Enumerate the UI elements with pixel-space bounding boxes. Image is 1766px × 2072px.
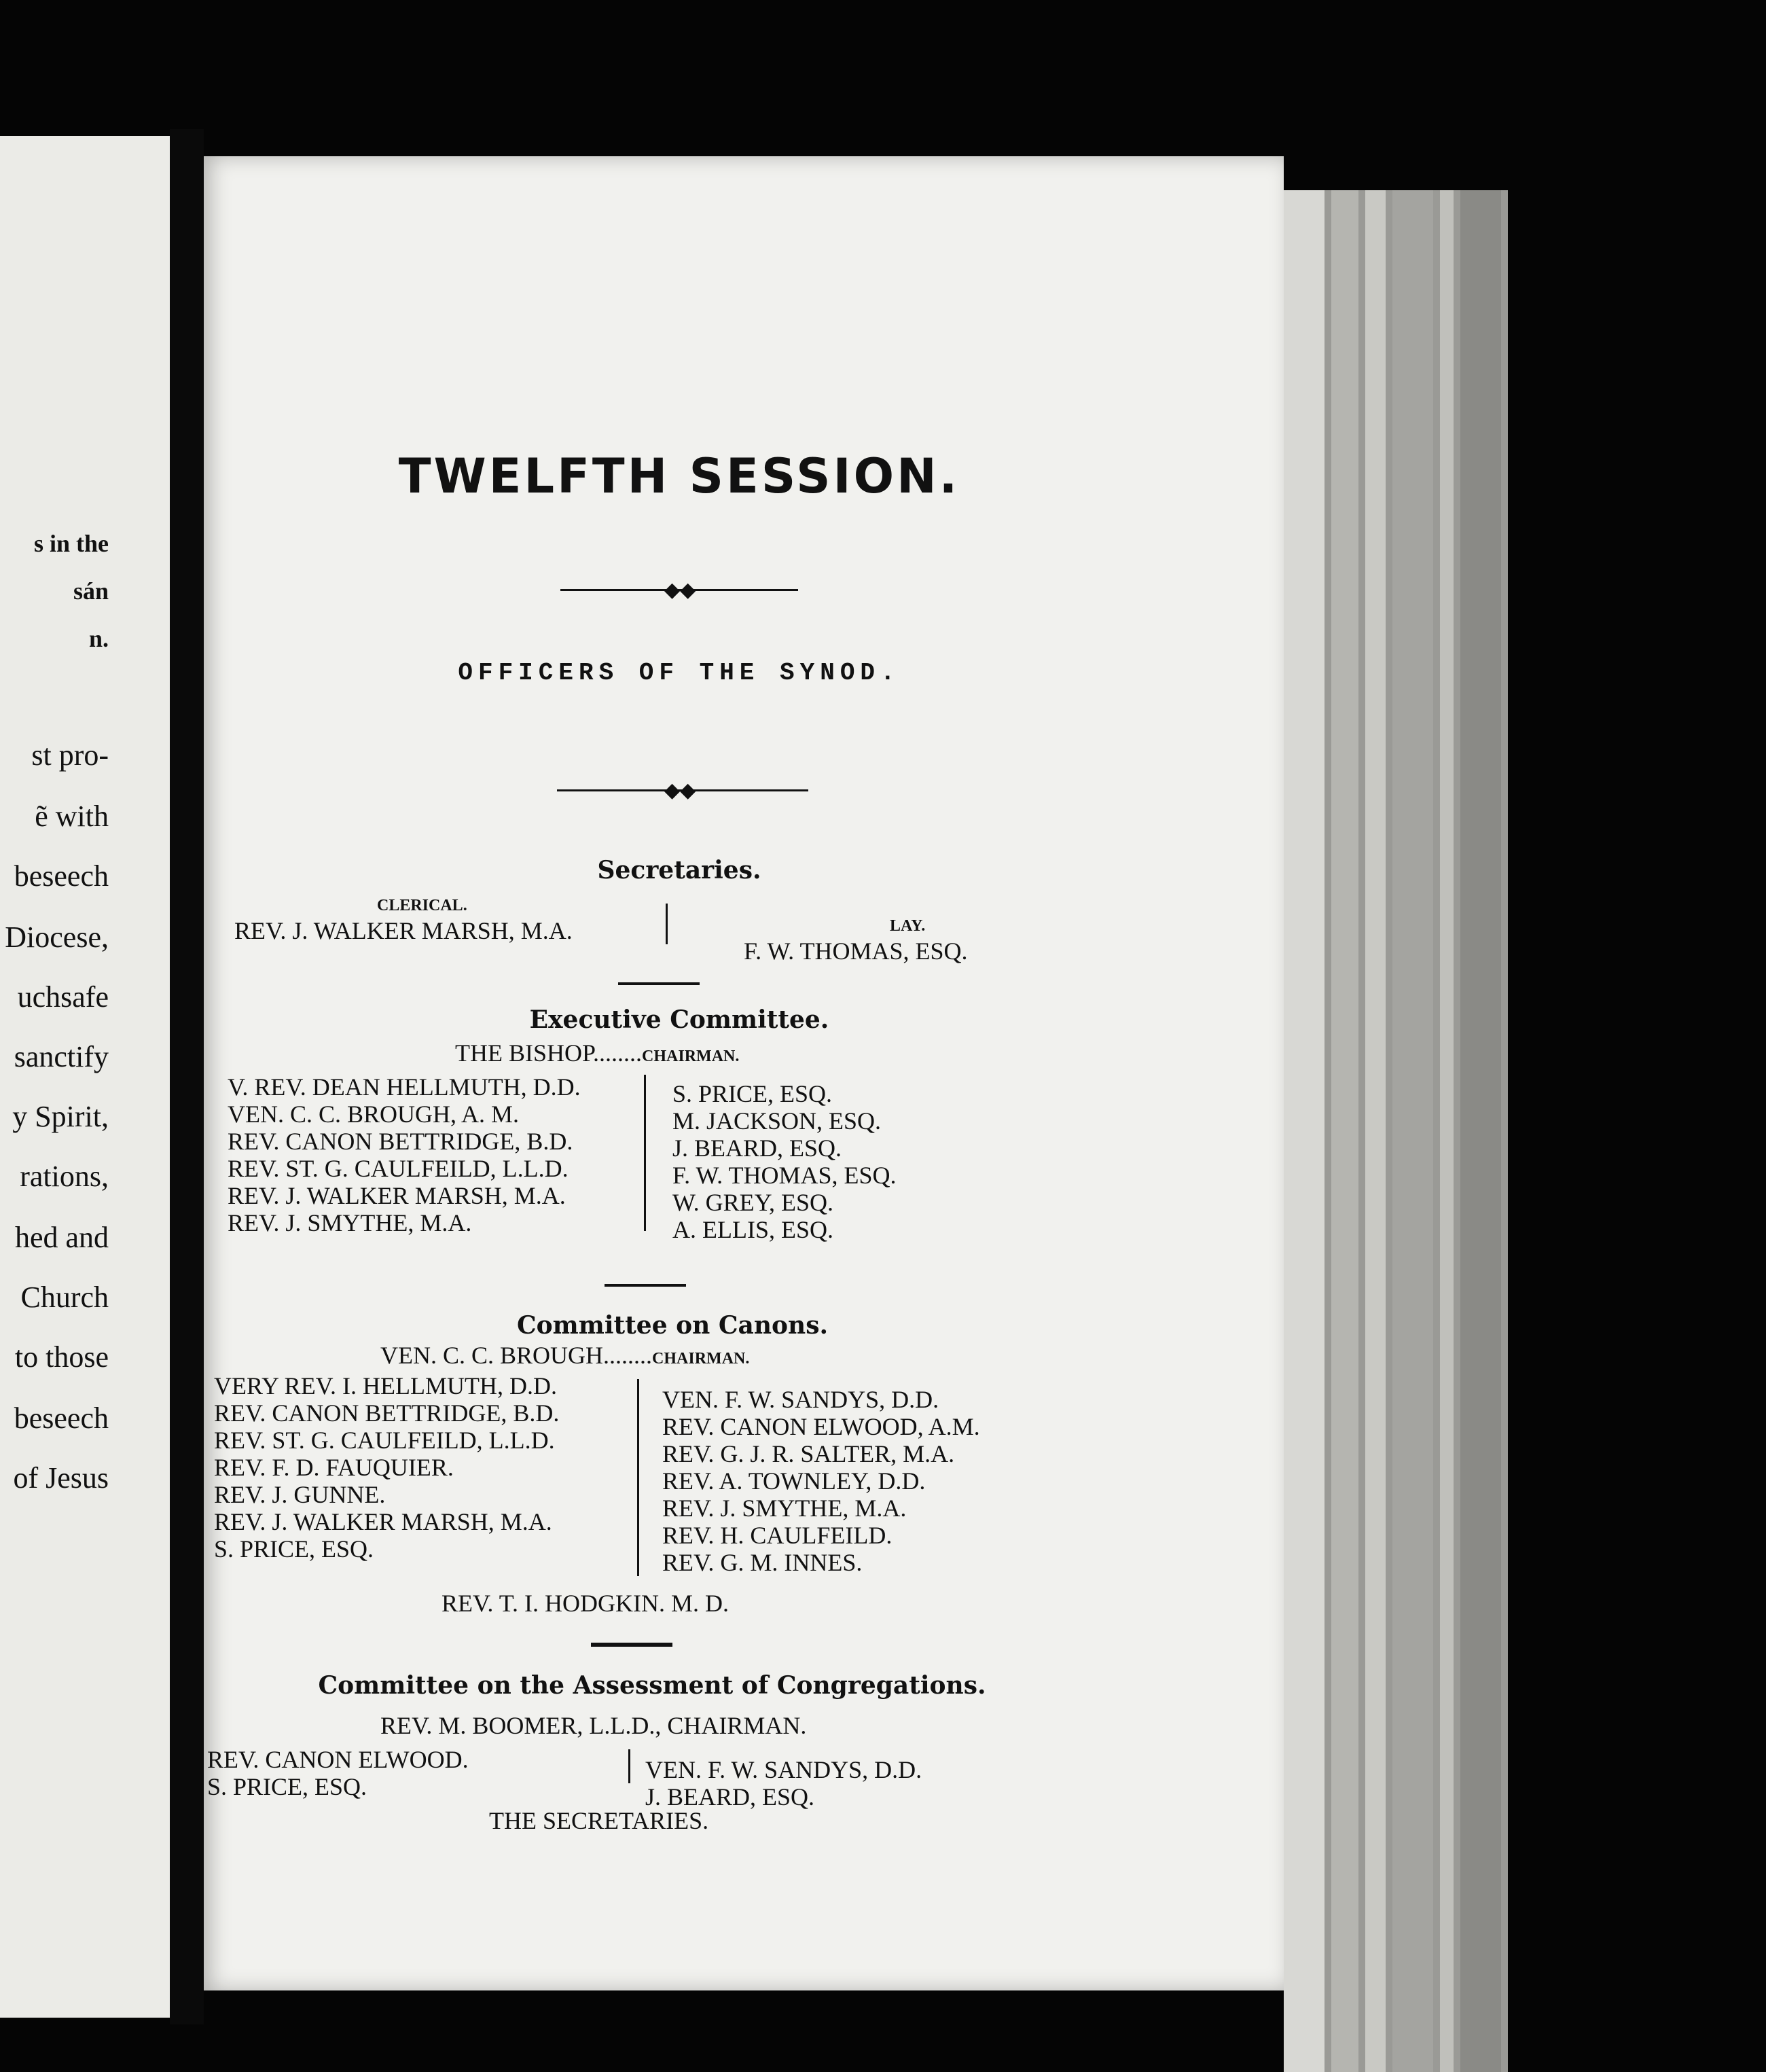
- member: REV. CANON BETTRIDGE, B.D.: [228, 1128, 573, 1155]
- assessment-heading: Committee on the Assessment of Congregations.: [318, 1671, 986, 1700]
- canons-left-column: [214, 1372, 559, 1562]
- left-line: ẽ with: [35, 800, 109, 833]
- member: J. BEARD, ESQ.: [672, 1135, 842, 1162]
- member: REV. ST. G. CAULFEILD, L.L.D.: [214, 1427, 555, 1454]
- executive-chair: [455, 1039, 739, 1070]
- member: REV. J. SMYTHE, M.A.: [662, 1495, 907, 1522]
- left-line: beseech: [14, 859, 109, 893]
- left-line: st pro-: [31, 738, 109, 772]
- member: REV. J. SMYTHE, M.A.: [228, 1209, 472, 1236]
- left-line: s in the: [33, 530, 109, 557]
- member: VEN. C. C. BROUGH, A. M.: [228, 1101, 520, 1128]
- canons-footer: REV. T. I. HODGKIN. M. D.: [442, 1590, 729, 1617]
- left-line: rations,: [20, 1160, 109, 1193]
- left-page-fragment: [0, 136, 170, 2018]
- member: REV. F. D. FAUQUIER.: [214, 1454, 454, 1481]
- member: W. GREY, ESQ.: [672, 1189, 834, 1216]
- ornament-icon: ◆◆: [664, 779, 696, 802]
- chair-label: CHAIRMAN.: [652, 1350, 750, 1368]
- member: REV. CANON ELWOOD.: [207, 1746, 469, 1773]
- member: VEN. F. W. SANDYS, D.D.: [662, 1386, 939, 1413]
- member: VEN. F. W. SANDYS, D.D.: [645, 1756, 922, 1783]
- member: REV. J. WALKER MARSH, M.A.: [214, 1508, 552, 1535]
- lay-secretary: F. W. THOMAS, ESQ.: [744, 937, 968, 965]
- left-line: y Spirit,: [12, 1100, 109, 1133]
- left-line: sanctify: [14, 1040, 109, 1073]
- canons-right-column: [662, 1386, 980, 1576]
- member: M. JACKSON, ESQ.: [672, 1107, 882, 1135]
- executive-heading: Executive Committee.: [529, 1005, 829, 1034]
- subtitle: OFFICERS OF THE SYNOD.: [458, 659, 901, 687]
- column-divider: [637, 1379, 639, 1576]
- left-line: to those: [14, 1340, 109, 1374]
- canons-chair: [380, 1342, 749, 1372]
- section-rule: [605, 1284, 686, 1287]
- member: REV. J. WALKER MARSH, M.A.: [228, 1182, 566, 1209]
- member: J. BEARD, ESQ.: [645, 1783, 815, 1810]
- lay-label: LAY.: [890, 917, 926, 935]
- chair-name: VEN. C. C. BROUGH........: [380, 1342, 653, 1369]
- executive-left-column: [228, 1073, 581, 1236]
- left-line: hed and: [14, 1221, 109, 1254]
- left-line: sán: [73, 577, 109, 605]
- column-divider: [644, 1075, 646, 1231]
- secretaries-heading: Secretaries.: [597, 856, 761, 885]
- member: REV. G. M. INNES.: [662, 1549, 863, 1576]
- column-divider: [628, 1749, 630, 1783]
- assessment-footer: THE SECRETARIES.: [489, 1807, 709, 1834]
- page-edges: [1284, 190, 1508, 2072]
- assessment-right-column: [645, 1756, 922, 1810]
- member: REV. G. J. R. SALTER, M.A.: [662, 1440, 955, 1467]
- member: REV. H. CAULFEILD.: [662, 1522, 893, 1549]
- member: S. PRICE, ESQ.: [214, 1535, 374, 1562]
- member: V. REV. DEAN HELLMUTH, D.D.: [228, 1073, 581, 1101]
- member: REV. CANON ELWOOD, A.M.: [662, 1413, 980, 1440]
- left-line: Diocese,: [5, 921, 109, 954]
- member: A. ELLIS, ESQ.: [672, 1216, 833, 1243]
- left-line: n.: [88, 625, 109, 652]
- clerical-label: CLERICAL.: [377, 897, 467, 914]
- left-line: of Jesus: [13, 1461, 109, 1495]
- member: REV. CANON BETTRIDGE, B.D.: [214, 1399, 560, 1427]
- member: REV. ST. G. CAULFEILD, L.L.D.: [228, 1155, 569, 1182]
- right-page: [204, 156, 1284, 1990]
- assessment-left-column: [207, 1746, 469, 1800]
- ornament-icon: ◆◆: [664, 579, 696, 601]
- page-title: TWELFTH SESSION.: [398, 448, 960, 504]
- assessment-chair: REV. M. BOOMER, L.L.D., CHAIRMAN.: [380, 1712, 807, 1739]
- member: VERY REV. I. HELLMUTH, D.D.: [214, 1372, 557, 1399]
- left-line: beseech: [14, 1401, 109, 1435]
- left-line: uchsafe: [17, 980, 109, 1014]
- executive-right-column: [672, 1080, 897, 1243]
- member: S. PRICE, ESQ.: [672, 1080, 833, 1107]
- book-gutter: [170, 129, 204, 2024]
- left-line: Church: [20, 1281, 109, 1314]
- member: REV. A. TOWNLEY, D.D.: [662, 1467, 926, 1495]
- canons-heading: Committee on Canons.: [517, 1311, 828, 1340]
- section-rule: [618, 982, 700, 985]
- chair-label: CHAIRMAN.: [642, 1048, 740, 1065]
- column-divider: [666, 904, 668, 944]
- chair-name: THE BISHOP........: [455, 1039, 643, 1067]
- clerical-secretary: REV. J. WALKER MARSH, M.A.: [234, 917, 573, 944]
- member: S. PRICE, ESQ.: [207, 1773, 367, 1800]
- member: REV. J. GUNNE.: [214, 1481, 386, 1508]
- member: F. W. THOMAS, ESQ.: [672, 1162, 897, 1189]
- section-rule: [591, 1643, 672, 1647]
